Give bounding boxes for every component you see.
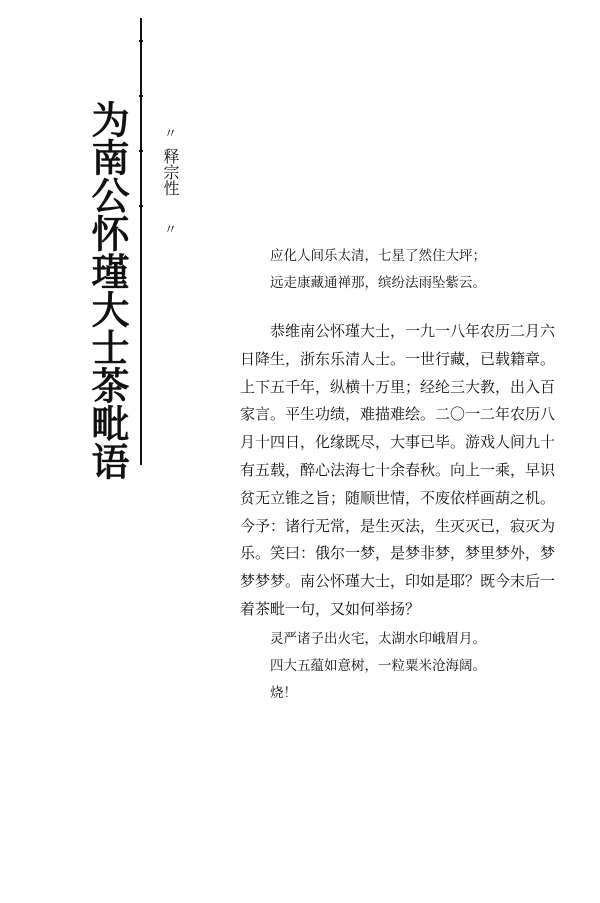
opening-verse [270,243,570,297]
verse-line: 远走康藏通禅那，缤纷法雨坠紫云。 [270,275,486,291]
closing-verse [270,626,570,707]
divider-tick [139,40,143,42]
author-block [158,128,188,238]
author-name: 释宗性 [161,148,180,196]
divider-tick [139,205,143,207]
body-paragraph: 恭维南公怀瑾大士，一九一八年农历二月六日降生，浙东乐清人士。一世行藏，已载籍章。上下五千年，纵横十万里；经纶三大教，出入百家言。平生功绩，难描难绘。二〇一二年农历八月十四日，化缘既尽，大事已毕。游戏人间九十有五载，醉心法海七十余春秋。向上一乘，早识贫无立锥之旨；随顺世情，不废依样画葫之机。今予：诸行无常，是生灭法，生灭灭已，寂灭为乐。笑曰：俄尔一梦，是梦非梦，梦里梦外，梦梦梦梦。南公怀瑾大士，印如是耶？既今末后一着茶毗一句，又如何举扬？ [240,322,556,618]
author-mark-top: 〃 [164,127,178,142]
author-mark-bottom: 〃 [164,223,178,238]
page-title: 为南公怀瑾大士茶毗语 [85,100,129,480]
verse-line: 烧！ [270,685,297,701]
divider-tick [139,150,143,152]
verse-line: 灵严诸子出火宅，太湖水印峨眉月。 [270,631,486,647]
title-divider-line [140,18,142,465]
verse-line: 应化人间乐太清，七星了然住大坪； [270,248,486,264]
divider-tick [139,95,143,97]
verse-line: 四大五蕴如意树，一粒粟米沧海阔。 [270,658,486,674]
